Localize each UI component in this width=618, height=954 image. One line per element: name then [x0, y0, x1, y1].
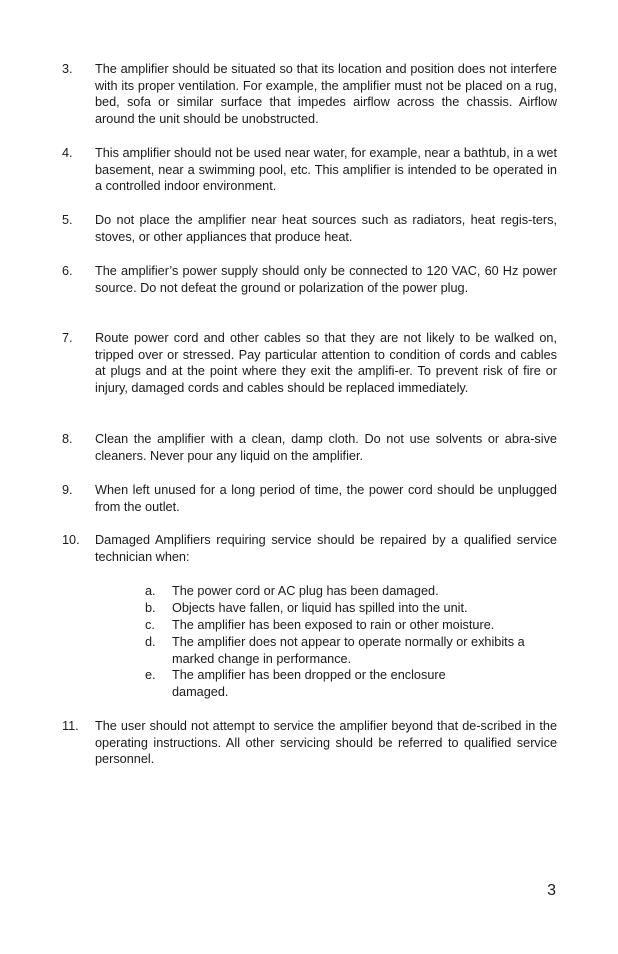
item-number: 7. — [62, 331, 73, 345]
item-number: 4. — [62, 146, 73, 160]
list-item-10 — [62, 532, 557, 565]
item-number: 10. — [62, 533, 80, 547]
sub-item-b — [145, 600, 557, 617]
list-item-11 — [62, 718, 557, 768]
sub-item-text: The power cord or AC plug has been damaged. — [172, 584, 439, 598]
sub-item-text: The amplifier has been exposed to rain or other moisture. — [172, 618, 495, 632]
item-text: When left unused for a long period of time, the power cord should be unplugged from the outlet. — [95, 483, 557, 514]
list-item-4 — [62, 145, 557, 195]
sub-item-c — [145, 617, 557, 634]
sub-item-text: Objects have fallen, or liquid has spilled into the unit. — [172, 601, 468, 615]
sub-item-letter: d. — [145, 635, 156, 649]
sub-item-e — [145, 667, 475, 700]
item-number: 5. — [62, 213, 73, 227]
sub-item-d — [145, 634, 557, 667]
item-text: Clean the amplifier with a clean, damp cloth. Do not use solvents or abra-sive cleaners. Never pour any liquid on the amplifier. — [95, 432, 557, 463]
item-text: Do not place the amplifier near heat sources such as radiators, heat regis-ters, stoves, or other appliances that produce heat. — [95, 213, 557, 244]
item-text: Route power cord and other cables so that they are not likely to be walked on, tripped over or stressed. Pay particular attention to condition of cords and cables at plugs and at the point where they exit the amplifi-er. To prevent risk of fire or injury, damaged cords and cables should be replaced immediately. — [95, 331, 557, 395]
page-number: 3 — [547, 882, 556, 899]
item-text: The amplifier should be situated so that its location and position does not interfere with its proper ventilation. For example, the amplifier must not be placed on a rug, bed, sofa or similar surface that impedes airflow across the chassis. Airflow around the unit should be unobstructed. — [95, 62, 557, 126]
sub-item-text: The amplifier does not appear to operate normally or exhibits a marked change in performance. — [172, 635, 525, 666]
item-text: This amplifier should not be used near water, for example, near a bathtub, in a wet basement, near a swimming pool, etc. This amplifier is intended to be operated in a controlled indoor environment. — [95, 146, 557, 194]
sub-item-letter: a. — [145, 584, 156, 598]
item-number: 11. — [62, 719, 79, 733]
item-text: Damaged Amplifiers requiring service should be repaired by a qualified service technician when: — [95, 533, 557, 564]
list-item-5 — [62, 212, 557, 245]
item-text: The amplifier’s power supply should only be connected to 120 VAC, 60 Hz power source. Do not defeat the ground or polarization of the power plug. — [95, 264, 557, 295]
list-item-3 — [62, 61, 557, 127]
item-text: The user should not attempt to service the amplifier beyond that de-scribed in the operating instructions. All other servicing should be referred to qualified service personnel. — [95, 719, 557, 767]
sub-item-letter: b. — [145, 601, 156, 615]
list-item-9 — [62, 482, 557, 515]
sub-item-letter: e. — [145, 668, 156, 682]
item-number: 6. — [62, 264, 73, 278]
sub-item-a — [145, 583, 557, 600]
sub-item-letter: c. — [145, 618, 155, 632]
item-number: 9. — [62, 483, 73, 497]
sub-item-text: The amplifier has been dropped or the enclosure damaged. — [172, 668, 446, 699]
item-number: 3. — [62, 62, 73, 76]
list-item-8 — [62, 431, 557, 464]
item-number: 8. — [62, 432, 73, 446]
list-item-6 — [62, 263, 557, 296]
list-item-7 — [62, 330, 557, 396]
